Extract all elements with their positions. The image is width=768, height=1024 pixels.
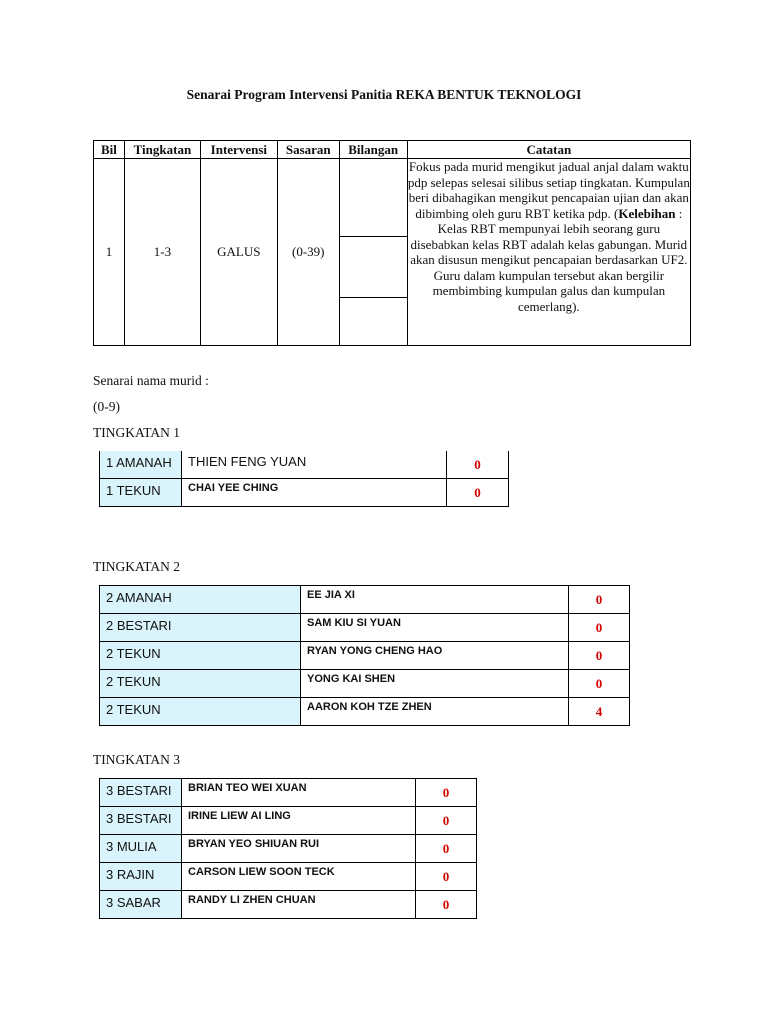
name-cell: EE JIA XI: [301, 586, 569, 614]
tingkatan3-label: TINGKATAN 3: [93, 752, 181, 767]
name-cell: RANDY LI ZHEN CHUAN: [182, 891, 416, 919]
score-cell: 0: [569, 670, 630, 698]
name-cell: BRYAN YEO SHIUAN RUI: [182, 835, 416, 863]
name-cell: CHAI YEE CHING: [182, 479, 447, 507]
table-row: [100, 863, 477, 891]
bilangan-subcell: [340, 298, 407, 345]
class-cell: 3 RAJIN: [100, 863, 182, 891]
cell-bilangan: [339, 159, 407, 346]
header-bil: Bil: [94, 141, 125, 159]
catatan-text: Fokus pada murid mengikut jadual anjal dalam waktu pdp selepas selesai silibus setiap tingkatan. Kumpulan beri dibahagikan mengikut pencapaian ujian dan akan dibimbing oleh guru RBT ketika pdp. (: [407, 159, 690, 221]
class-cell: 2 BESTARI: [100, 614, 301, 642]
tingkatan2-table: [99, 585, 630, 726]
cell-catatan: [407, 159, 690, 346]
class-cell: 2 TEKUN: [100, 670, 301, 698]
table-row: [100, 670, 630, 698]
table-row: [100, 835, 477, 863]
class-cell: 2 TEKUN: [100, 642, 301, 670]
class-cell: 3 BESTARI: [100, 779, 182, 807]
table-row: [100, 586, 630, 614]
name-cell: BRIAN TEO WEI XUAN: [182, 779, 416, 807]
class-cell: 3 BESTARI: [100, 807, 182, 835]
table-row: [100, 698, 630, 726]
header-catatan: Catatan: [407, 141, 690, 159]
score-cell: 0: [569, 586, 630, 614]
score-cell: 0: [447, 451, 509, 479]
class-cell: 1 AMANAH: [100, 451, 182, 479]
table-row: [100, 451, 509, 479]
catatan-bold: Kelebihan: [618, 205, 676, 221]
table-row: [100, 891, 477, 919]
score-cell: 0: [569, 614, 630, 642]
score-cell: 0: [569, 642, 630, 670]
range-label: (0-9): [93, 399, 120, 414]
score-cell: 0: [416, 891, 477, 919]
table-row: [100, 779, 477, 807]
name-cell: AARON KOH TZE ZHEN: [301, 698, 569, 726]
name-cell: SAM KIU SI YUAN: [301, 614, 569, 642]
class-cell: 2 AMANAH: [100, 586, 301, 614]
cell-bil: 1: [94, 159, 125, 346]
catatan-text-2: : Kelas RBT mempunyai lebih seorang guru disebabkan kelas RBT adalah kelas gabungan. Murid akan disusun mengikut pencapaian berdasarkan UF2. Guru dalam kumpulan tersebut akan bergilir membimbing kumpulan galus dan kumpulan cemerlang).: [410, 205, 688, 314]
program-table-header: [94, 141, 691, 159]
cell-tingkatan: 1-3: [124, 159, 200, 346]
name-cell: YONG KAI SHEN: [301, 670, 569, 698]
tingkatan3-table: [99, 778, 477, 919]
class-cell: 1 TEKUN: [100, 479, 182, 507]
program-row: [94, 159, 691, 346]
name-cell: THIEN FENG YUAN: [182, 451, 447, 479]
table-row: [100, 807, 477, 835]
list-label: Senarai nama murid :: [93, 373, 209, 388]
class-cell: 3 MULIA: [100, 835, 182, 863]
score-cell: 0: [416, 863, 477, 891]
table-row: [100, 642, 630, 670]
header-intervensi: Intervensi: [200, 141, 277, 159]
document-title: Senarai Program Intervensi Panitia REKA BENTUK TEKNOLOGI: [186, 87, 582, 102]
tingkatan1-table: [99, 451, 509, 507]
score-cell: 0: [416, 779, 477, 807]
score-cell: 0: [416, 835, 477, 863]
name-cell: RYAN YONG CHENG HAO: [301, 642, 569, 670]
table-row: [100, 614, 630, 642]
class-cell: 2 TEKUN: [100, 698, 301, 726]
score-cell: 0: [447, 479, 509, 507]
bilangan-subcell: [340, 159, 407, 237]
tingkatan1-label: TINGKATAN 1: [93, 425, 181, 440]
name-cell: IRINE LIEW AI LING: [182, 807, 416, 835]
cell-intervensi: GALUS: [200, 159, 277, 346]
bilangan-subcell: [340, 237, 407, 298]
name-cell: CARSON LIEW SOON TECK: [182, 863, 416, 891]
header-sasaran: Sasaran: [277, 141, 339, 159]
header-tingkatan: Tingkatan: [124, 141, 200, 159]
score-cell: 4: [569, 698, 630, 726]
class-cell: 3 SABAR: [100, 891, 182, 919]
program-table: [93, 140, 691, 346]
header-bilangan: Bilangan: [339, 141, 407, 159]
table-row: [100, 479, 509, 507]
tingkatan2-label: TINGKATAN 2: [93, 559, 181, 574]
cell-sasaran: (0-39): [277, 159, 339, 346]
score-cell: 0: [416, 807, 477, 835]
